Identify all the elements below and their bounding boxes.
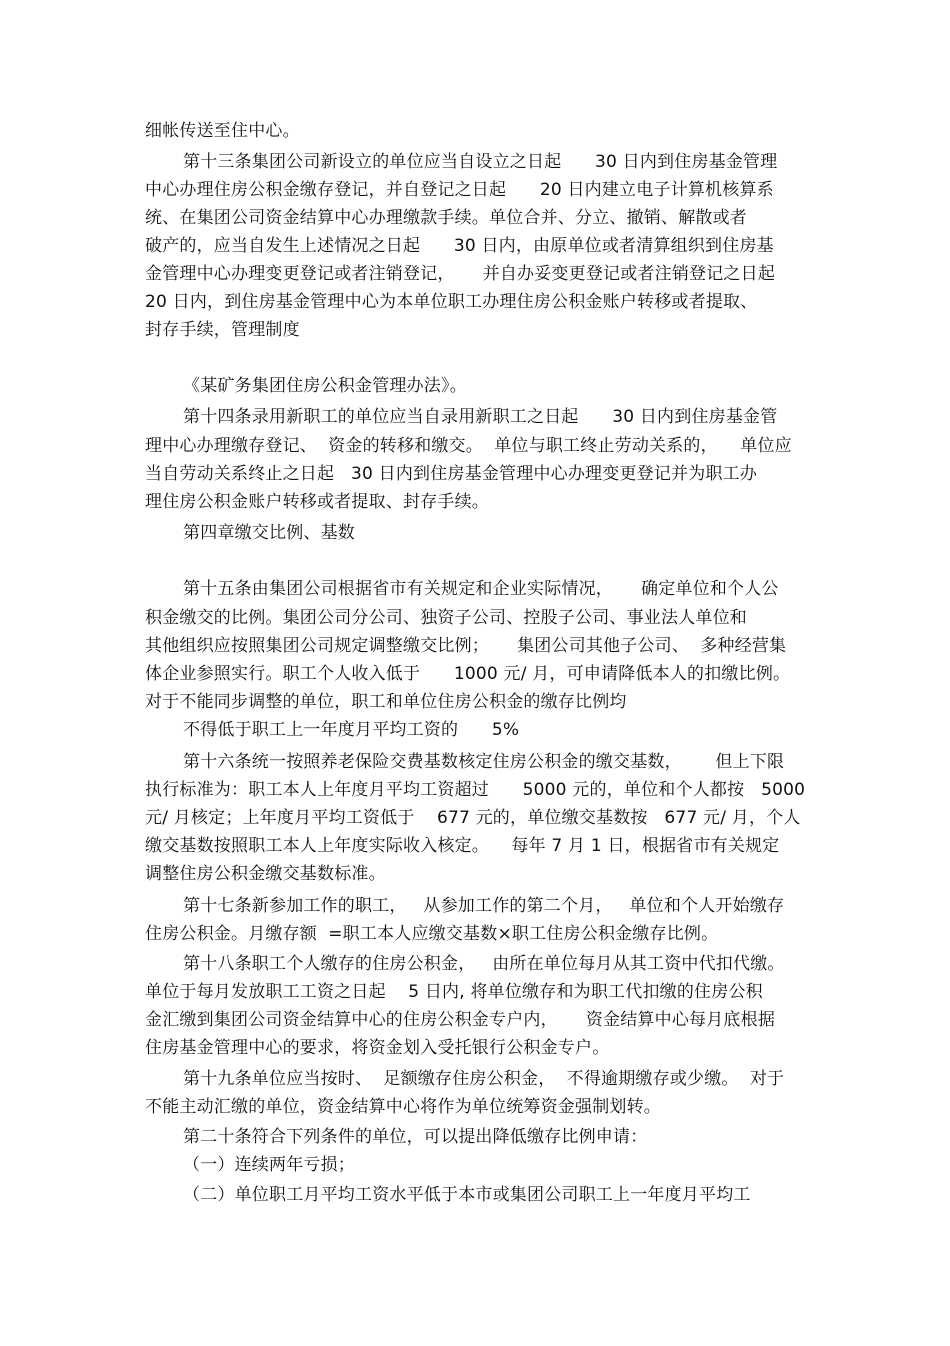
- text-line: 体企业参照实行。职工个人收入低于 1000 元/ 月，可申请降低本人的扣缴比例。: [145, 664, 791, 684]
- text-line: 执行标准为：职工本人上年度月平均工资超过 5000 元的，单位和个人都按 5000: [145, 780, 806, 800]
- text-line: 缴交基数按照职工本人上年度实际收入核定。 每年 7 月 1 日，根据省市有关规定: [145, 836, 780, 856]
- text-line: 第十九条单位应当按时、 足额缴存住房公积金， 不得逾期缴存或少缴。 对于: [183, 1069, 785, 1089]
- text-line: 细帐传送至住中心。: [145, 121, 300, 141]
- text-line: 第十三条集团公司新设立的单位应当自设立之日起 30 日内到住房基金管理: [183, 152, 778, 172]
- text-line: 其他组织应按照集团公司规定调整缴交比例； 集团公司其他子公司、 多种经营集: [145, 636, 787, 656]
- text-line: 不得低于职工上一年度月平均工资的 5%: [183, 720, 520, 740]
- text-line: 住房公积金。月缴存额 =职工本人应缴交基数×职工住房公积金缴存比例。: [145, 924, 719, 944]
- list-item: （二）单位职工月平均工资水平低于本市或集团公司职工上一年度月平均工: [183, 1185, 751, 1205]
- text-line: 第十八条职工个人缴存的住房公积金， 由所在单位每月从其工资中代扣代缴。: [183, 954, 785, 974]
- list-item: （一）连续两年亏损；: [183, 1155, 355, 1175]
- text-line: 住房基金管理中心的要求，将资金划入受托银行公积金专户。: [145, 1038, 610, 1058]
- text-line: 调整住房公积金缴交基数标准。: [145, 864, 386, 884]
- text-line: 不能主动汇缴的单位，资金结算中心将作为单位统筹资金强制划转。: [145, 1097, 661, 1117]
- text-line: 理中心办理缴存登记、 资金的转移和缴交。 单位与职工终止劳动关系的， 单位应: [145, 436, 792, 456]
- text-line: 中心办理住房公积金缴存登记，并自登记之日起 20 日内建立电子计算机核算系: [145, 180, 774, 200]
- text-line: 第十四条录用新职工的单位应当自录用新职工之日起 30 日内到住房基金管: [183, 407, 778, 427]
- text-line: 《某矿务集团住房公积金管理办法》。: [183, 376, 467, 396]
- text-line: 第十六条统一按照养老保险交费基数核定住房公积金的缴交基数， 但上下限: [183, 752, 785, 772]
- text-line: 元/ 月核定；上年度月平均工资低于 677 元的，单位缴交基数按 677 元/ 月，个人: [145, 808, 801, 828]
- text-line: 理住房公积金账户转移或者提取、封存手续。: [145, 492, 489, 512]
- text-line: 第二十条符合下列条件的单位，可以提出降低缴存比例申请：: [183, 1127, 648, 1147]
- text-line: 单位于每月发放职工工资之日起 5 日内, 将单位缴存和为职工代扣缴的住房公积: [145, 982, 763, 1002]
- text-line: 金汇缴到集团公司资金结算中心的住房公积金专户内， 资金结算中心每月底根据: [145, 1010, 776, 1030]
- text-line: 统、在集团公司资金结算中心办理缴款手续。单位合并、分立、撤销、解散或者: [145, 208, 747, 228]
- text-line: 20 日内，到住房基金管理中心为本单位职工办理住房公积金账户转移或者提取、: [145, 292, 758, 312]
- text-line: 封存手续，管理制度: [145, 320, 300, 340]
- text-line: 对于不能同步调整的单位，职工和单位住房公积金的缴存比例均: [145, 692, 627, 712]
- text-line: 破产的，应当自发生上述情况之日起 30 日内，由原单位或者清算组织到住房基: [145, 236, 774, 256]
- text-line: 积金缴交的比例。集团公司分公司、独资子公司、控股子公司、事业法人单位和: [145, 608, 747, 628]
- text-line: 金管理中心办理变更登记或者注销登记， 并自办妥变更登记或者注销登记之日起: [145, 264, 776, 284]
- text-line: 当自劳动关系终止之日起 30 日内到住房基金管理中心办理变更登记并为职工办: [145, 464, 758, 484]
- section-heading: 第四章缴交比例、基数: [183, 523, 355, 543]
- text-line: 第十七条新参加工作的职工， 从参加工作的第二个月， 单位和个人开始缴存: [183, 896, 785, 916]
- text-line: 第十五条由集团公司根据省市有关规定和企业实际情况， 确定单位和个人公: [183, 579, 779, 599]
